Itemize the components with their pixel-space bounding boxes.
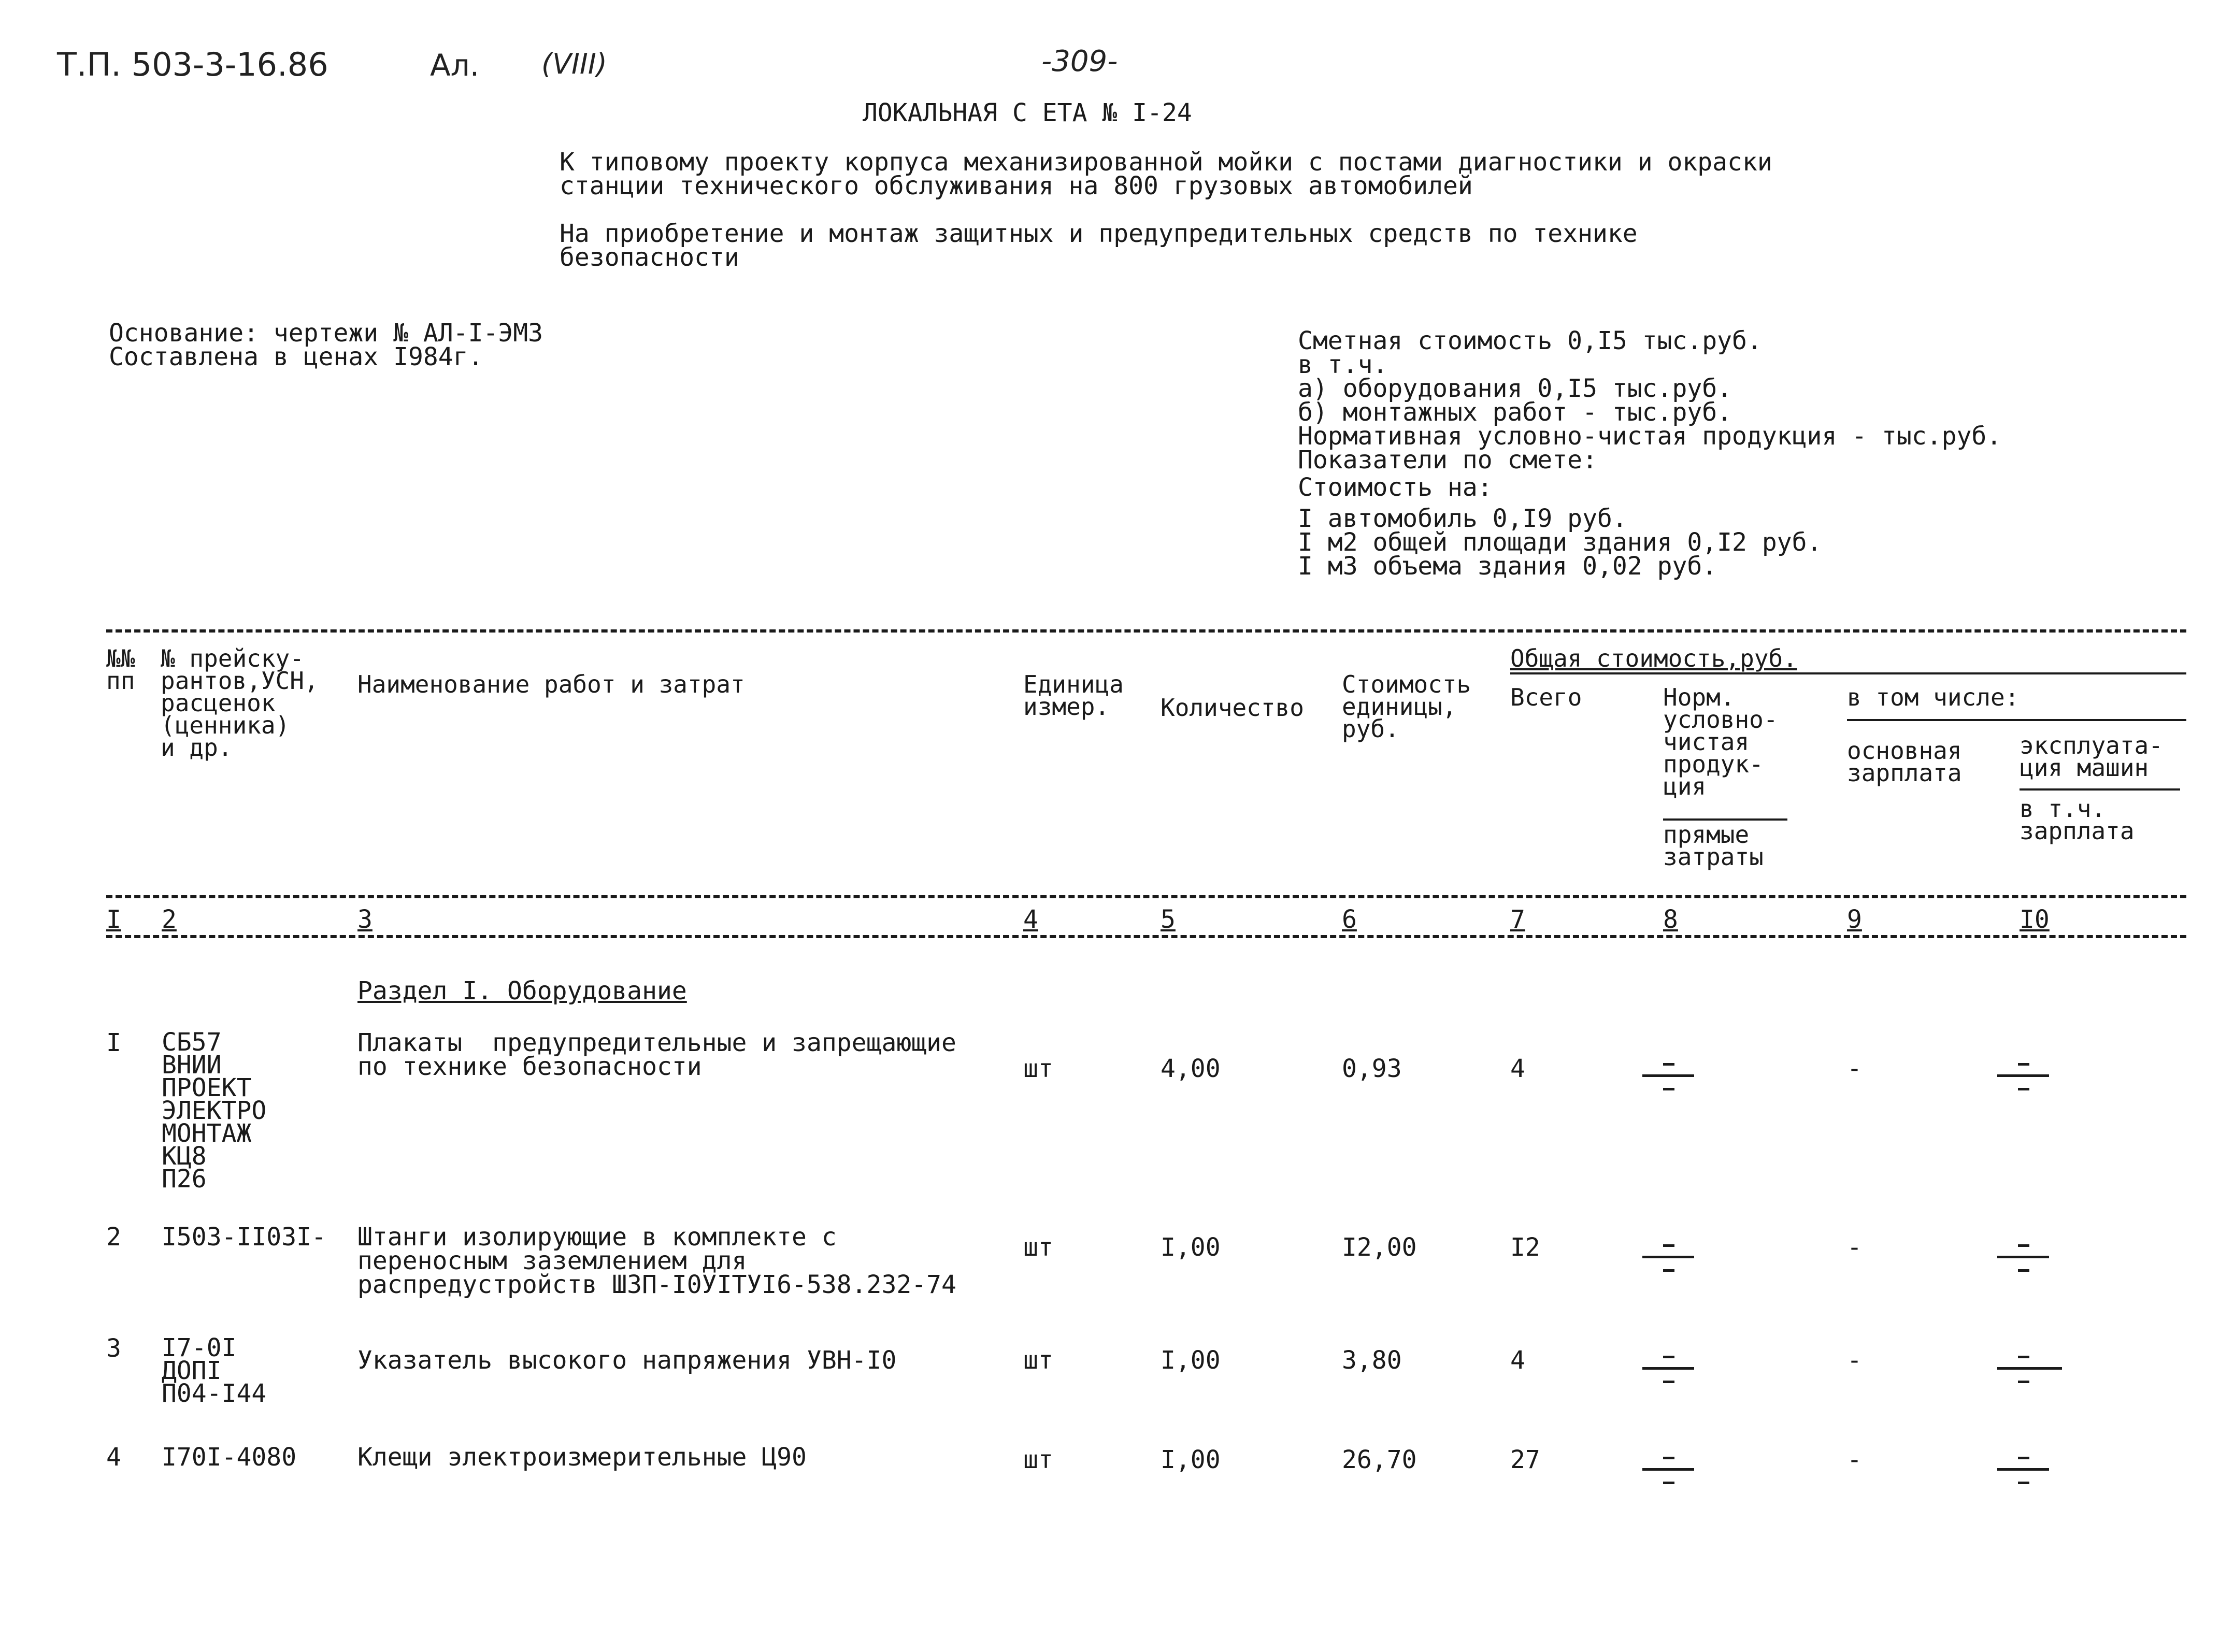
row-total: 4 <box>1510 1346 1525 1375</box>
header-total-group: Общая стоимость,руб. <box>1510 644 1797 672</box>
row-number: 2 <box>106 1223 121 1252</box>
header-col-8-bottom: прямые затраты <box>1663 821 1764 871</box>
header-col-7: Всего <box>1510 683 1582 711</box>
section-title: Раздел I. Оборудование <box>357 976 687 1005</box>
header-col-2: № прейску- рантов,УСН, расценок (ценника) и др. <box>161 644 319 762</box>
column-number: 5 <box>1161 905 1176 934</box>
header-col-9: основная зарплата <box>1847 737 1962 787</box>
document-title: ЛОКАЛЬНАЯ С ЕТА № I-24 <box>863 98 1192 127</box>
row-price-code: I503-II03I- <box>162 1223 326 1252</box>
row-machine-operation-blank <box>1997 1233 2049 1280</box>
column-number: I0 <box>2020 905 2050 934</box>
row-price-code: СБ57 ВНИИ ПРОЕКТ ЭЛЕКТРО МОНТАЖ КЦ8 П26 <box>162 1028 267 1194</box>
row-unit-price: 3,80 <box>1342 1346 1402 1375</box>
project-line-2: станции технического обслуживания на 800 грузовых автомобилей <box>560 171 1473 200</box>
row-machine-operation-blank <box>1997 1344 2062 1391</box>
row-total: I2 <box>1510 1233 1540 1262</box>
summary-line: Нормативная условно-чистая продукция - тыс.руб. <box>1298 422 2002 451</box>
header-col-10-top: эксплуата- ция машин <box>2020 731 2163 782</box>
column-number: 6 <box>1342 905 1357 934</box>
summary-line: б) монтажных работ - тыс.руб. <box>1298 398 1732 427</box>
summary-line: в т.ч. <box>1298 350 1388 379</box>
header-col-1: №№ пп <box>106 644 135 695</box>
column-number: 2 <box>162 905 177 934</box>
row-unit: шт <box>1023 1054 1053 1083</box>
header-sub-rule <box>1847 719 2186 721</box>
row-unit: шт <box>1023 1346 1053 1375</box>
column-number: 3 <box>357 905 373 934</box>
header-col-5: Количество <box>1161 694 1304 722</box>
row-price-code: I70I-4080 <box>162 1443 297 1472</box>
row-work-name: Указатель высокого напряжения УВН-I0 <box>357 1346 897 1375</box>
header-col-4: Единица измер. <box>1023 670 1124 721</box>
row-quantity: 4,00 <box>1161 1054 1221 1083</box>
row-number: 3 <box>106 1334 121 1363</box>
table-header-rule <box>106 895 2186 898</box>
table-top-rule <box>106 629 2186 633</box>
row-number: 4 <box>106 1443 121 1472</box>
row-unit-price: 26,70 <box>1342 1445 1417 1474</box>
summary-line: Стоимость на: <box>1298 473 1493 502</box>
row-quantity: I,00 <box>1161 1346 1221 1375</box>
basis-drawings: Основание: чертежи № АЛ-I-ЭМ3 <box>109 319 543 348</box>
row-machine-operation-blank <box>1997 1052 2049 1098</box>
column-number: 7 <box>1510 905 1525 934</box>
column-number: 9 <box>1847 905 1862 934</box>
row-quantity: I,00 <box>1161 1233 1221 1262</box>
volume-label: (VIII) <box>541 48 607 80</box>
header-col-8-top: Норм. условно- чистая продук- ция <box>1663 683 1778 800</box>
header-sub-group: в том числе: <box>1847 683 2020 711</box>
summary-line: I автомобиль 0,I9 руб. <box>1298 504 1627 533</box>
row-basic-wage: - <box>1847 1346 1862 1375</box>
column-number-rule <box>106 935 2186 938</box>
row-quantity: I,00 <box>1161 1445 1221 1474</box>
column-number: 4 <box>1023 905 1038 934</box>
header-col-10-rule <box>2020 788 2180 791</box>
row-unit-price: 0,93 <box>1342 1054 1402 1083</box>
header-col-10-bottom: в т.ч. зарплата <box>2020 795 2135 845</box>
document-code: Т.П. 503-3-16.86 <box>57 46 328 83</box>
row-number: I <box>106 1028 121 1057</box>
row-unit: шт <box>1023 1233 1053 1262</box>
row-work-name: Плакаты предупредительные и запрещающие по технике безопасности <box>357 1028 956 1081</box>
summary-line: I м2 общей площади здания 0,I2 руб. <box>1298 528 1822 557</box>
row-total: 4 <box>1510 1054 1525 1083</box>
header-col-6: Стоимость единицы, руб. <box>1342 670 1471 743</box>
row-norm-production-blank <box>1642 1344 1694 1391</box>
row-norm-production-blank <box>1642 1052 1694 1098</box>
page-number: -309- <box>1041 45 1118 78</box>
row-unit-price: I2,00 <box>1342 1233 1417 1262</box>
row-machine-operation-blank <box>1997 1445 2049 1492</box>
row-total: 27 <box>1510 1445 1540 1474</box>
summary-line: I м3 объема здания 0,02 руб. <box>1298 552 1717 581</box>
row-basic-wage: - <box>1847 1445 1862 1474</box>
row-unit: шт <box>1023 1445 1053 1474</box>
purpose-line-1: На приобретение и монтаж защитных и предупредительных средств по технике <box>560 219 1638 248</box>
row-basic-wage: - <box>1847 1054 1862 1083</box>
summary-line: а) оборудования 0,I5 тыс.руб. <box>1298 374 1732 403</box>
project-line-1: К типовому проекту корпуса механизированной мойки с постами диагностики и окраски <box>560 148 1772 177</box>
summary-line: Сметная стоимость 0,I5 тыс.руб. <box>1298 326 1762 355</box>
column-number: 8 <box>1663 905 1678 934</box>
row-norm-production-blank <box>1642 1445 1694 1492</box>
summary-line: Показатели по смете: <box>1298 446 1597 475</box>
row-work-name: Клещи электроизмерительные Ц90 <box>357 1443 807 1472</box>
row-work-name: Штанги изолирующие в комплекте с переносным заземлением для распредустройств ШЗП-I0УIТУI6-538.232-74 <box>357 1223 956 1299</box>
row-basic-wage: - <box>1847 1233 1862 1262</box>
purpose-line-2: безопасности <box>560 243 739 272</box>
row-norm-production-blank <box>1642 1233 1694 1280</box>
row-price-code: I7-0I ДОПI П04-I44 <box>162 1333 267 1408</box>
album-label: Ал. <box>430 48 480 83</box>
column-number: I <box>106 905 121 934</box>
header-col-3: Наименование работ и затрат <box>357 670 745 698</box>
header-total-rule <box>1510 672 2186 674</box>
prices-year: Составлена в ценах I984г. <box>109 342 483 371</box>
